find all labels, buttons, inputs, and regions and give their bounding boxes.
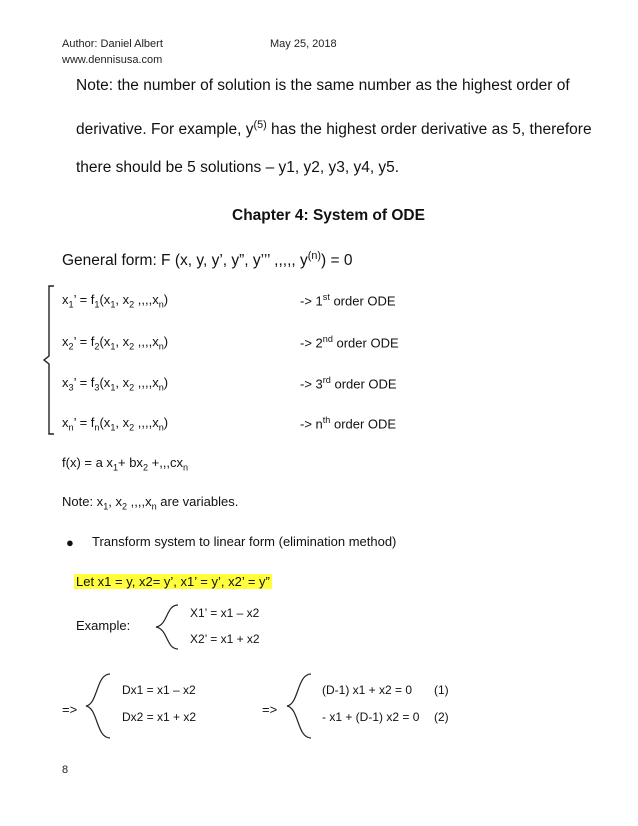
system-equation: $x_1$’ = $f_1(x_1$, $x_2$ $,,,,x_n$) [62, 292, 169, 310]
bullet-icon: ● [66, 535, 74, 550]
step3-brace [283, 672, 313, 740]
system-equation: $x_2$’ = $f_2(x_1$, $x_2$ $,,,,x_n$) [62, 334, 169, 352]
step3-eq-2: - x1 + (D-1) x2 = 0 [322, 710, 420, 724]
variables-note: Note: $x_1$, $x_2$ $,,,,x_n$ are variables. [62, 494, 239, 512]
example-brace [150, 603, 180, 651]
general-form: General form: F (x, y, y’, y”, y’’’ ,,,,, $y^{(n)}) = 0$ [62, 250, 353, 270]
example-label: Example: [76, 618, 131, 633]
system-order-label: -> 2nd order ODE [300, 334, 399, 351]
step2-eq-2: Dx2 = x1 + x2 [122, 710, 197, 724]
step3-eq-1: (D-1) x1 + x2 = 0 [322, 683, 413, 697]
system-order-label: -> $n^{th}$ order ODE [300, 415, 397, 432]
highlight-line: Let x1 = y, x2= y’, x1’ = y’, x2’ = y” [76, 574, 270, 589]
note-line-2: derivative. For example, $y^{(5)}$ has the highest order derivative as 5, therefore [76, 119, 592, 139]
step3-eq-2-number: (2) [434, 710, 449, 724]
page-number: 8 [62, 764, 69, 776]
system-equation: $x_n$’ = $f_n(x_1$, $x_2$ $,,,,x_n$) [62, 415, 169, 433]
system-order-label: -> 3rd order ODE [300, 375, 397, 392]
step2-eq-1: Dx1 = x1 – x2 [122, 683, 196, 697]
note-line-3: there should be 5 solutions – y1, y2, y3, y4, y5. [76, 159, 400, 176]
system-equation: $x_3$’ = $f_3(x_1$, $x_2$ $,,,,x_n$) [62, 375, 169, 393]
step2-brace [82, 672, 112, 740]
example-eq-1: X1’ = x1 – x2 [190, 606, 260, 620]
step3-arrow: => [262, 702, 278, 717]
system-brace [40, 284, 60, 436]
header-date: May 25, 2018 [270, 38, 337, 50]
header-author: Author: Daniel Albert [62, 38, 163, 50]
note-line-1: Note: the number of solution is the same number as the highest order of [76, 77, 570, 94]
chapter-title: Chapter 4: System of ODE [232, 207, 425, 224]
step2-arrow: => [62, 702, 78, 717]
example-eq-2: X2’ = x1 + x2 [190, 632, 260, 646]
system-order-label: -> 1st order ODE [300, 292, 396, 309]
step3-eq-1-number: (1) [434, 683, 449, 697]
bullet-text: Transform system to linear form (elimination method) [92, 534, 397, 549]
fx-line: f(x) = a $x_1+ bx_2 +,,,cx_n$ [62, 455, 189, 473]
header-website: www.dennisusa.com [62, 54, 163, 66]
